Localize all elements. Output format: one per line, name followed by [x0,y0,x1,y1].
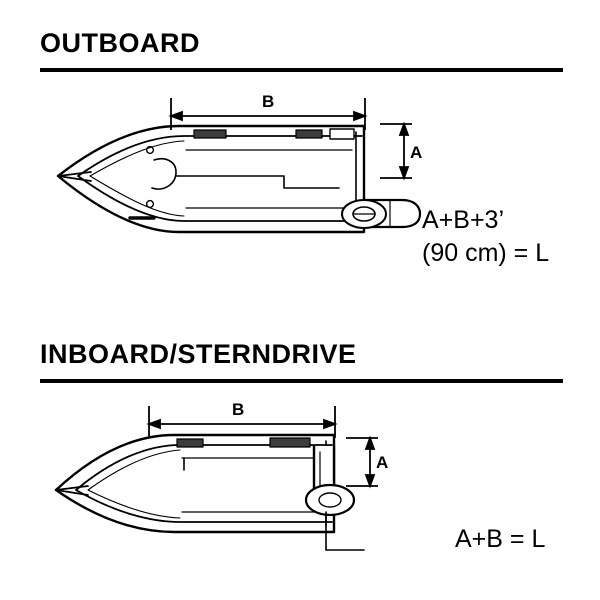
dimension-b-label-inboard: B [232,400,245,419]
formula-outboard-line-1: A+B+3’ [422,206,505,234]
dimension-a-label-inboard: A [376,453,389,472]
formula-inboard-sterndrive: A+B = L [455,525,546,553]
dimension-b-label-outboard: B [262,92,275,111]
section-title-inboard-sterndrive: INBOARD/STERNDRIVE [40,339,357,369]
dimension-a-label-outboard: A [410,143,423,162]
section-rule-outboard [40,68,563,72]
section-rule-inboard-sterndrive [40,379,563,383]
formula-outboard-line-2: (90 cm) = L [422,239,550,267]
section-title-outboard: OUTBOARD [40,28,200,58]
